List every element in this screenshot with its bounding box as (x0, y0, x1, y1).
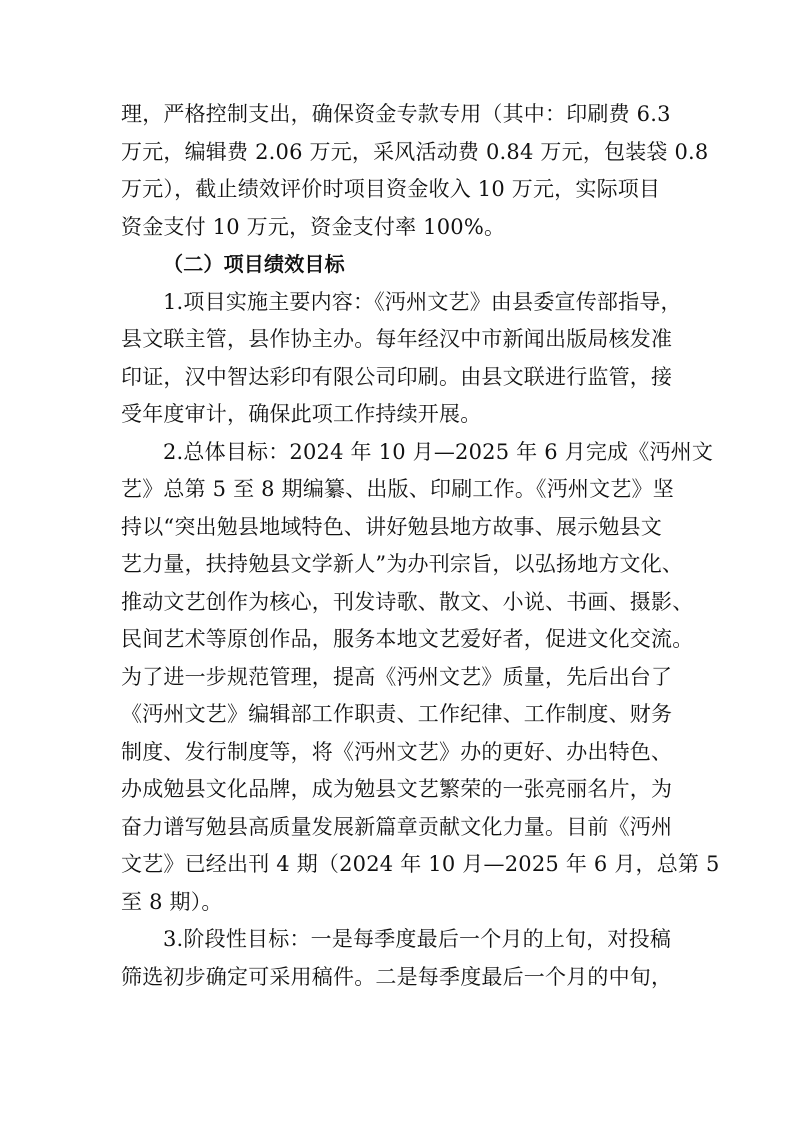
paragraph-start-line: 3.阶段性目标：一是每季度最后一个月的上旬，对投稿 (163, 927, 672, 951)
text-line: 艺》总第 5 至 8 期编纂、出版、印刷工作。《沔州文艺》坚 (121, 477, 674, 501)
text-line: 县文联主管，县作协主办。每年经汉中市新闻出版局核发准 (121, 327, 673, 351)
text-line: 资金支付 10 万元，资金支付率 100%。 (121, 214, 506, 239)
section-heading: （二）项目绩效目标 (163, 252, 345, 276)
text-line: 筛选初步确定可采用稿件。二是每季度最后一个月的中旬， (121, 964, 673, 989)
text-line: 奋力谱写勉县高质量发展新篇章贡献文化力量。目前《沔州 (121, 814, 673, 839)
text-line: 理，严格控制支出，确保资金专款专用（其中：印刷费 6.3 (121, 102, 671, 126)
text-line: 持以“突出勉县地域特色、讲好勉县地方故事、展示勉县文 (121, 514, 662, 539)
paragraph-start-line: 1.项目实施主要内容：《沔州文艺》由县委宣传部指导， (163, 289, 682, 314)
text-line: 为了进一步规范管理，提高《沔州文艺》质量，先后出台了 (121, 664, 673, 689)
text-line: 制度、发行制度等，将《沔州文艺》办的更好、办出特色、 (121, 739, 673, 764)
paragraph-start-line: 2.总体目标：2024 年 10 月—2025 年 6 月完成《沔州文 (163, 439, 714, 464)
text-line: 印证，汉中智达彩印有限公司印刷。由县文联进行监管，接 (121, 364, 673, 389)
text-line: 万元，编辑费 2.06 万元，采风活动费 0.84 万元，包装袋 0.8 (121, 139, 709, 164)
text-line: 至 8 期）。 (121, 889, 223, 914)
text-line: 推动文艺创作为核心，刊发诗歌、散文、小说、书画、摄影、 (121, 589, 694, 614)
text-line: 万元），截止绩效评价时项目资金收入 10 万元，实际项目 (121, 177, 661, 201)
text-line: 艺力量，扶持勉县文学新人”为办刊宗旨，以弘扬地方文化、 (121, 552, 684, 576)
body-text (121, 96, 720, 996)
text-line: 民间艺术等原创作品，服务本地文艺爱好者，促进文化交流。 (121, 627, 694, 651)
text-line: 受年度审计，确保此项工作持续开展。 (121, 402, 482, 426)
text-line: 办成勉县文化品牌，成为勉县文艺繁荣的一张亮丽名片，为 (121, 777, 673, 801)
text-line: 《沔州文艺》编辑部工作职责、工作纪律、工作制度、财务 (121, 702, 673, 726)
text-line: 文艺》已经出刊 4 期（2024 年 10 月—2025 年 6 月，总第 5 (121, 852, 720, 876)
